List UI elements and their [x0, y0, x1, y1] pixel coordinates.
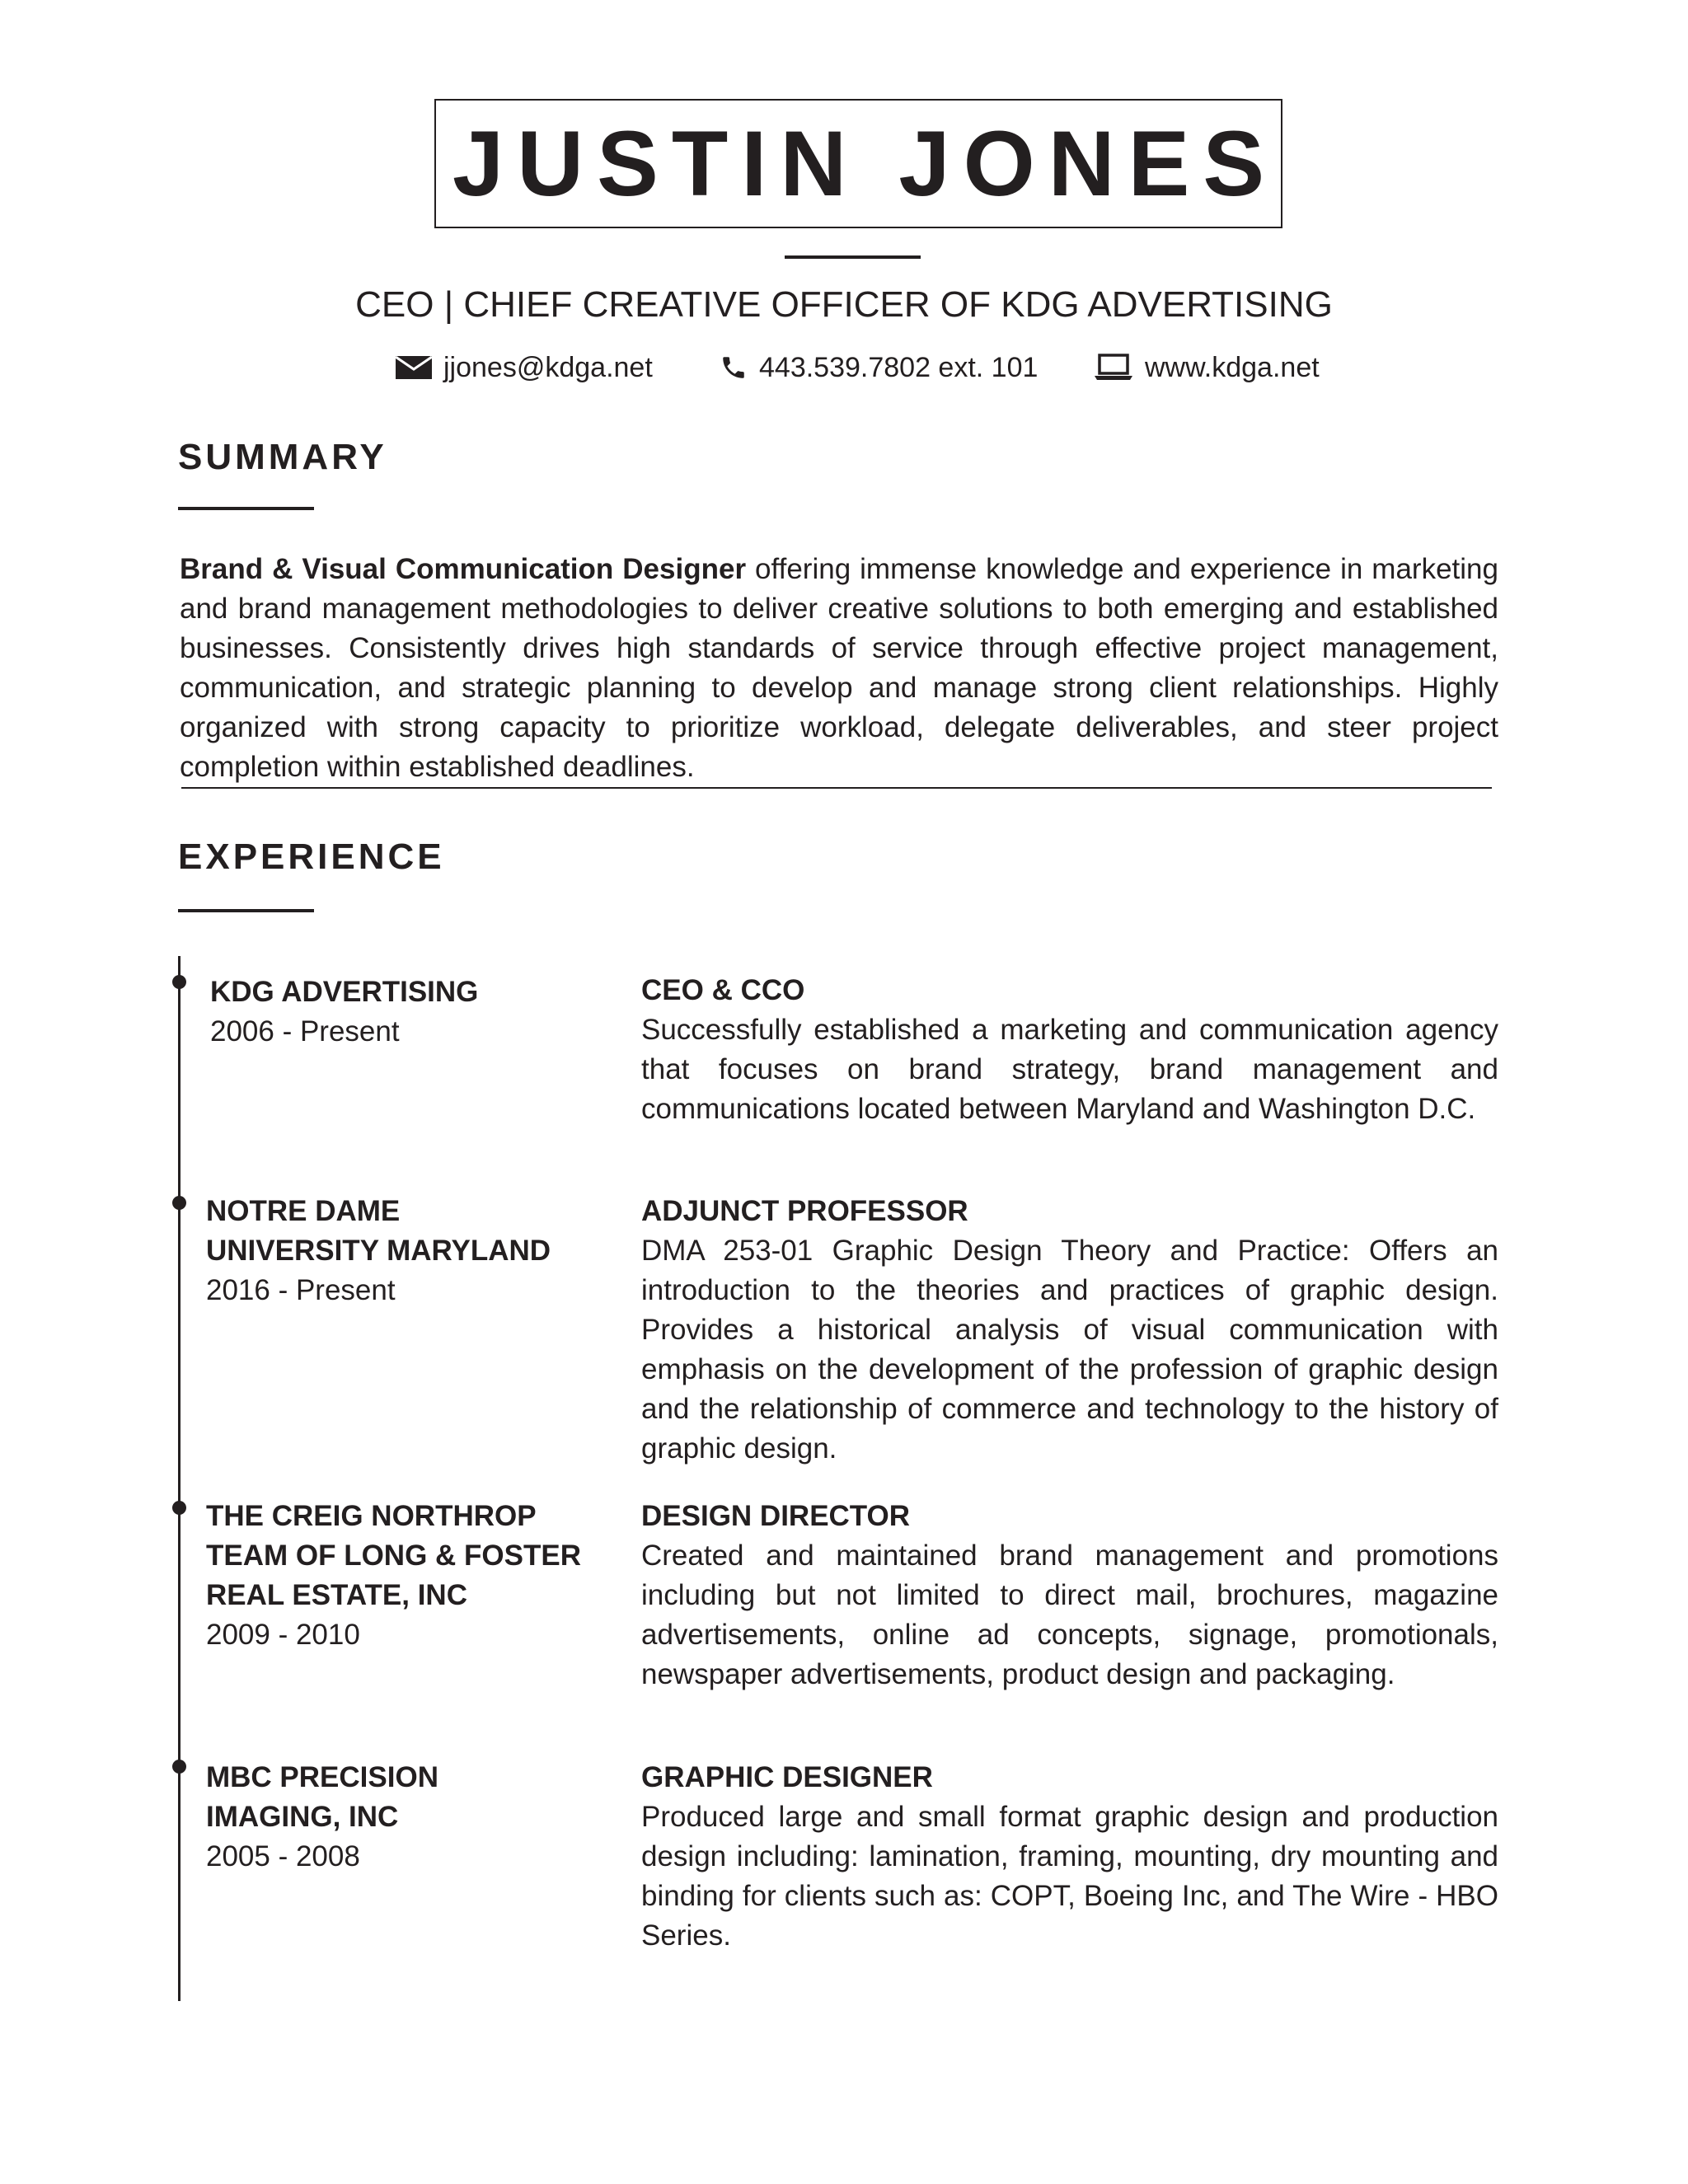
experience-company-block — [210, 972, 589, 1052]
experience-company-block — [206, 1192, 585, 1310]
company-name: NOTRE DAME UNIVERSITY MARYLAND — [206, 1195, 551, 1267]
role-title: GRAPHIC DESIGNER — [641, 1761, 933, 1793]
employment-dates: 2009 - 2010 — [206, 1619, 360, 1651]
experience-heading-rule — [178, 909, 314, 912]
employment-dates: 2005 - 2008 — [206, 1840, 360, 1872]
role-title: CEO & CCO — [641, 974, 805, 1006]
company-name: MBC PRECISION IMAGING, INC — [206, 1761, 438, 1833]
contact-phone[interactable] — [720, 346, 1038, 389]
phone-icon — [720, 354, 748, 382]
summary-heading: SUMMARY — [178, 437, 387, 477]
summary-lead: Brand & Visual Communication Designer — [180, 553, 747, 585]
phone-text: 443.539.7802 ext. 101 — [759, 351, 1039, 383]
contact-email[interactable] — [396, 346, 653, 389]
role-description: DMA 253-01 Graphic Design Theory and Practice: Offers an introduction to the theories and practices of graphic design. Provides a historical analysis of visual communication with emphasis on the development of the profession of graphic design and the relationship of commerce and technology to the history of graphic design. — [641, 1235, 1498, 1465]
company-name: KDG ADVERTISING — [210, 976, 479, 1008]
timeline-dot — [172, 1196, 186, 1210]
role-title: DESIGN DIRECTOR — [641, 1500, 911, 1532]
role-description: Produced large and small format graphic design and production design including: lamination, framing, mounting, dry mounting and binding for clients such as: COPT, Boeing Inc, and The Wire - HBO Series. — [641, 1801, 1498, 1952]
experience-heading: EXPERIENCE — [178, 837, 445, 877]
website-text: www.kdga.net — [1145, 351, 1320, 383]
employment-dates: 2006 - Present — [210, 1015, 400, 1047]
resume-name: JUSTIN JONES — [452, 111, 1278, 215]
envelope-icon — [396, 354, 432, 381]
timeline-dot — [172, 1760, 186, 1774]
summary-text: offering immense knowledge and experience in marketing and brand management methodologies to deliver creative solutions to both emerging and established businesses. Consistently drives high standards of service through effective project management, communication, and strategic planning to develop and manage strong client relationships. Highly organized with strong capacity to prioritize workload, delegate deliverables, and steer project completion within established deadlines. — [180, 553, 1498, 783]
timeline-dot — [172, 1501, 186, 1515]
contact-website[interactable] — [1094, 346, 1320, 389]
experience-company-block — [206, 1758, 585, 1877]
summary-heading-rule — [178, 507, 314, 510]
experience-role-block — [641, 1497, 1498, 1694]
role-description: Created and maintained brand management and promotions including but not limited to direct mail, brochures, magazine advertisements, online ad concepts, signage, promotionals, newspaper advertisements, product design and packaging. — [641, 1540, 1498, 1690]
role-title: ADJUNCT PROFESSOR — [641, 1195, 968, 1227]
name-box — [434, 99, 1282, 228]
section-divider — [181, 787, 1492, 789]
experience-role-block — [641, 1192, 1498, 1469]
employment-dates: 2016 - Present — [206, 1274, 396, 1306]
company-name: THE CREIG NORTHROP TEAM OF LONG & FOSTER REAL ESTATE, INC — [206, 1500, 581, 1611]
role-description: Successfully established a marketing and communication agency that focuses on brand strategy, brand management and communications located between Maryland and Washington D.C. — [641, 1014, 1498, 1125]
experience-company-block — [206, 1497, 585, 1655]
experience-role-block — [641, 1758, 1498, 1956]
email-text: jjones@kdga.net — [443, 351, 653, 383]
summary-paragraph — [180, 550, 1498, 787]
laptop-icon — [1094, 354, 1133, 382]
experience-role-block — [641, 971, 1498, 1129]
header-divider — [785, 255, 921, 259]
timeline-dot — [172, 975, 186, 989]
timeline-line — [178, 956, 181, 2001]
job-title: CEO | CHIEF CREATIVE OFFICER OF KDG ADVERTISING — [355, 284, 1333, 325]
